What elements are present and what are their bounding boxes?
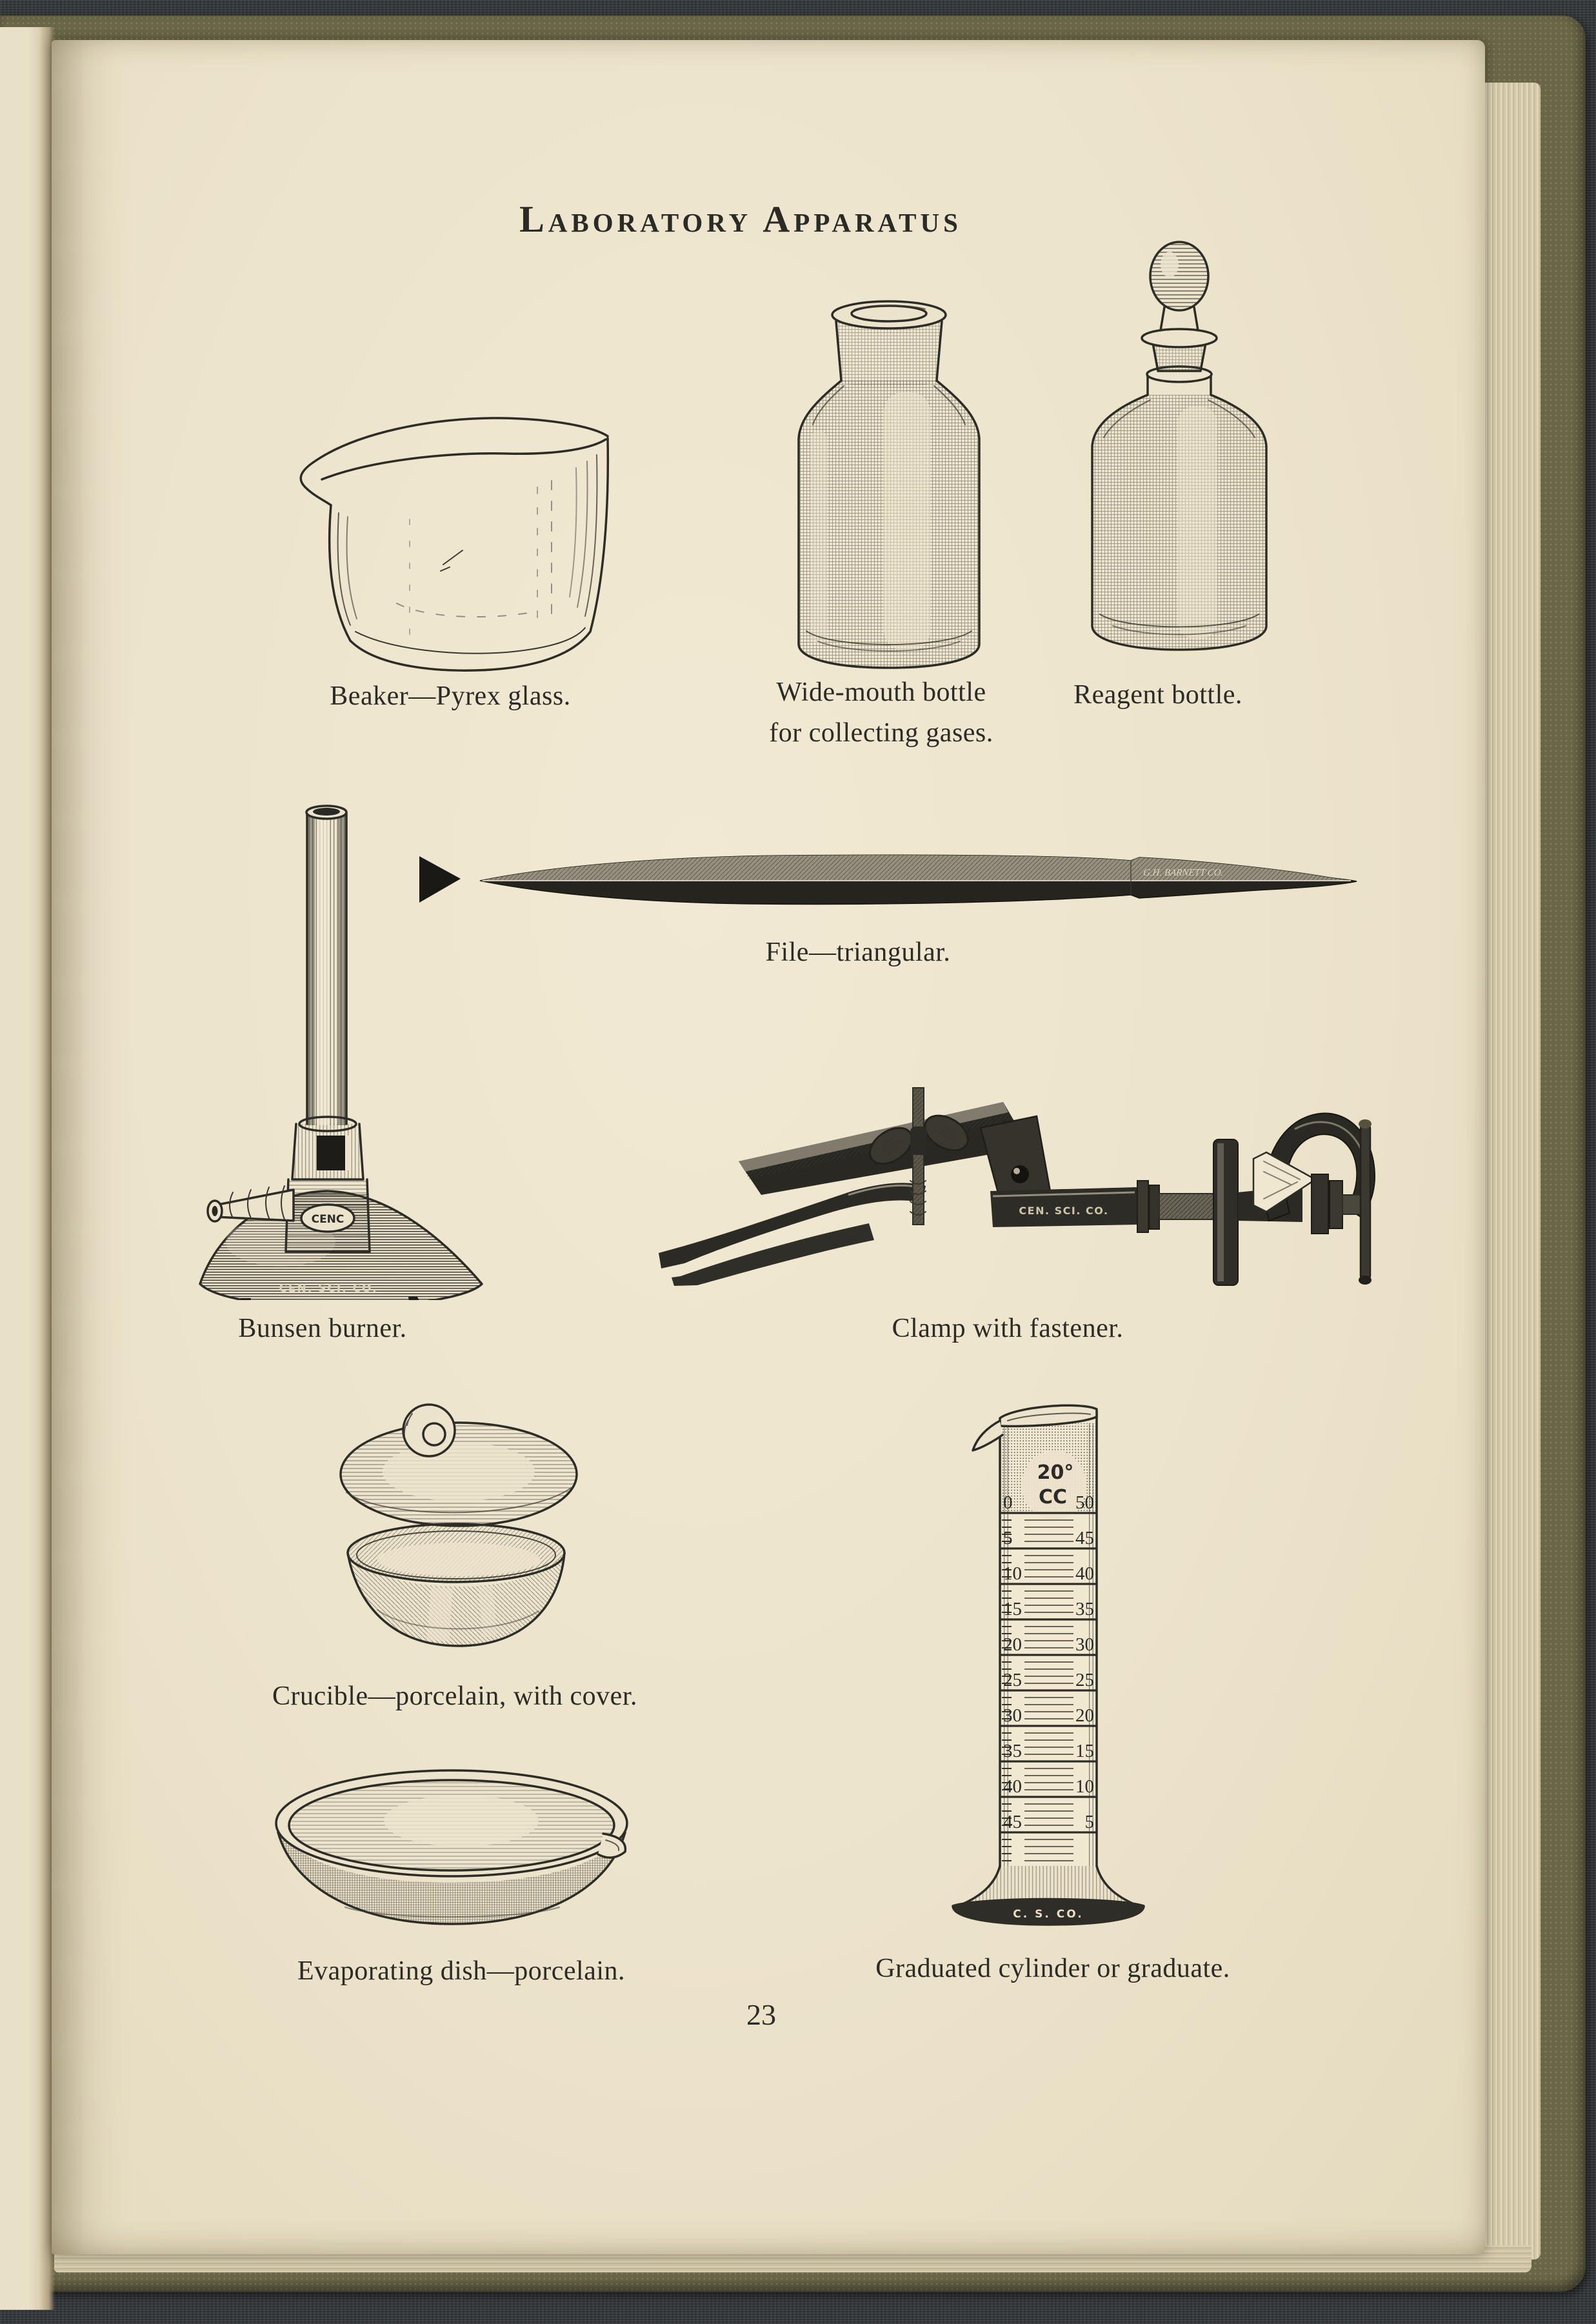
cylinder-capacity-marking: 20° xyxy=(1037,1461,1074,1484)
svg-text:0: 0 xyxy=(1003,1492,1013,1513)
clamp-illustration xyxy=(655,1084,1377,1287)
svg-text:20: 20 xyxy=(1003,1634,1022,1655)
facing-page-gutter xyxy=(0,27,54,2310)
page-title: Laboratory Apparatus xyxy=(519,198,962,240)
bunsen-base-marking: CEN. SCI. CO. xyxy=(279,1282,378,1295)
clamp-arm-marking: CEN. SCI. CO. xyxy=(1019,1205,1109,1217)
crucible-caption: Crucible—porcelain, with cover. xyxy=(272,1681,637,1711)
svg-text:45: 45 xyxy=(1003,1812,1022,1832)
bunsen-burner-illustration xyxy=(190,761,494,1300)
svg-text:5: 5 xyxy=(1003,1528,1013,1548)
beaker-illustration xyxy=(294,358,616,684)
svg-text:45: 45 xyxy=(1075,1528,1094,1548)
graduated-cylinder-caption: Graduated cylinder or graduate. xyxy=(875,1954,1230,1983)
clamp-caption: Clamp with fastener. xyxy=(892,1314,1124,1343)
wide-mouth-caption-line1: Wide-mouth bottle xyxy=(776,677,986,707)
reagent-bottle-caption: Reagent bottle. xyxy=(1073,680,1242,710)
svg-text:40: 40 xyxy=(1003,1776,1022,1797)
bunsen-collar-marking: CENC xyxy=(311,1213,344,1226)
evaporating-dish-illustration xyxy=(268,1761,639,1936)
svg-text:50: 50 xyxy=(1075,1492,1094,1513)
bunsen-burner-caption: Bunsen burner. xyxy=(238,1314,407,1343)
graduated-cylinder-illustration xyxy=(917,1387,1156,1926)
file-marking: G.H. BARNETT CO. xyxy=(1142,868,1224,878)
svg-text:10: 10 xyxy=(1075,1776,1094,1797)
svg-text:15: 15 xyxy=(1003,1599,1022,1619)
cylinder-base-marking: C. S. CO. xyxy=(1013,1908,1084,1921)
svg-text:25: 25 xyxy=(1003,1670,1022,1690)
svg-text:35: 35 xyxy=(1075,1599,1094,1619)
wide-mouth-caption-line2: for collecting gases. xyxy=(769,718,993,748)
svg-text:40: 40 xyxy=(1075,1563,1094,1584)
svg-text:30: 30 xyxy=(1003,1705,1022,1726)
svg-text:25: 25 xyxy=(1075,1670,1094,1690)
wide-mouth-bottle-illustration xyxy=(792,296,986,673)
beaker-caption: Beaker—Pyrex glass. xyxy=(330,681,571,711)
reagent-bottle-illustration xyxy=(1081,239,1281,670)
wide-mouth-bottle-caption xyxy=(769,672,993,754)
crucible-illustration xyxy=(332,1397,587,1658)
cylinder-unit-marking: CC xyxy=(1038,1486,1068,1508)
svg-text:35: 35 xyxy=(1003,1741,1022,1761)
svg-text:30: 30 xyxy=(1075,1634,1094,1655)
file-illustration xyxy=(418,848,1366,910)
evaporating-dish-caption: Evaporating dish—porcelain. xyxy=(297,1956,626,1986)
file-caption: File—triangular. xyxy=(765,937,951,967)
page-stack-fore-edge xyxy=(1480,83,1541,2259)
svg-text:15: 15 xyxy=(1075,1741,1094,1761)
svg-text:10: 10 xyxy=(1003,1563,1022,1584)
svg-text:20: 20 xyxy=(1075,1705,1094,1726)
svg-text:5: 5 xyxy=(1084,1812,1094,1832)
page-number: 23 xyxy=(746,1998,776,2031)
